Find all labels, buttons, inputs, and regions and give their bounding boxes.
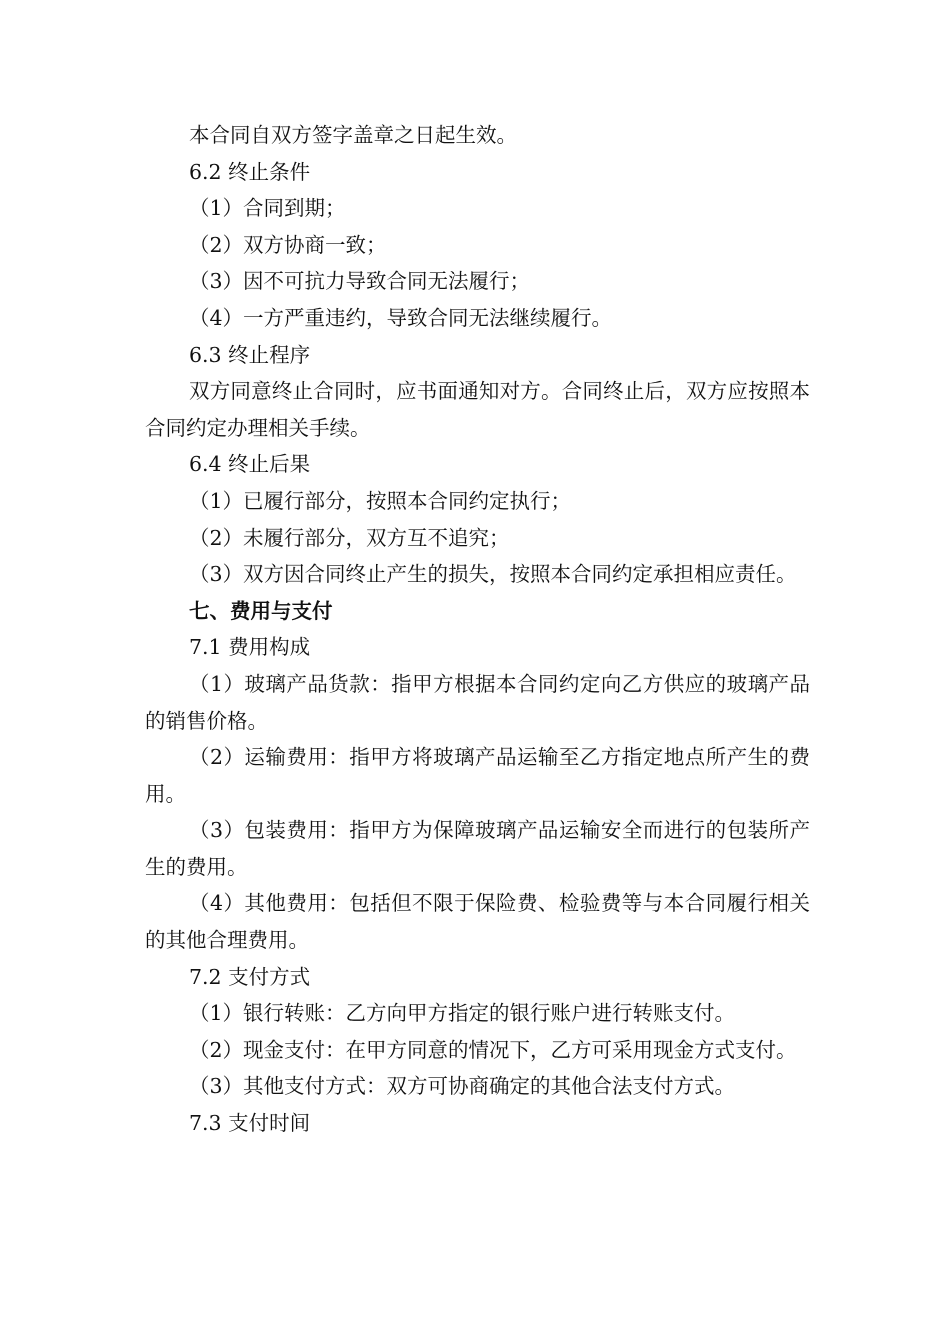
section-heading-6-4: 6.4 终止后果	[189, 452, 311, 477]
list-item: （3）包装费用：指甲方为保障玻璃产品运输安全而进行的包装所产生的费用。	[145, 818, 810, 879]
list-item: （1）银行转账：乙方向甲方指定的银行账户进行转账支付。	[189, 1001, 736, 1026]
chapter-heading-7: 七、费用与支付	[189, 598, 333, 623]
section-heading-6-3: 6.3 终止程序	[189, 342, 311, 367]
section-heading-7-3: 7.3 支付时间	[189, 1111, 311, 1136]
list-item: （1）玻璃产品货款：指甲方根据本合同约定向乙方供应的玻璃产品的销售价格。	[145, 671, 810, 733]
section-heading-6-2: 6.2 终止条件	[189, 159, 311, 184]
section-heading-7-2: 7.2 支付方式	[189, 964, 311, 989]
paragraph-effective-date: 本合同自双方签字盖章之日起生效。	[189, 123, 517, 147]
section-heading-7-1: 7.1 费用构成	[189, 635, 311, 660]
list-item: （3）因不可抗力导致合同无法履行；	[189, 269, 531, 294]
list-item: （1）合同到期；	[189, 196, 346, 221]
list-item: （1）已履行部分，按照本合同约定执行；	[189, 488, 572, 513]
list-item: （3）其他支付方式：双方可协商确定的其他合法支付方式。	[189, 1074, 736, 1099]
list-item: （2）双方协商一致；	[189, 232, 387, 257]
list-item: （2）现金支付：在甲方同意的情况下，乙方可采用现金方式支付。	[189, 1037, 797, 1062]
document-body	[145, 117, 810, 1142]
list-item: （4）一方严重违约，导致合同无法继续履行。	[189, 305, 613, 330]
list-item: （2）未履行部分，双方互不追究；	[189, 525, 510, 550]
list-item: （2）运输费用：指甲方将玻璃产品运输至乙方指定地点所产生的费用。	[145, 745, 810, 806]
list-item: （4）其他费用：包括但不限于保险费、检验费等与本合同履行相关的其他合理费用。	[145, 891, 810, 953]
list-item: （3）双方因合同终止产生的损失，按照本合同约定承担相应责任。	[189, 562, 797, 587]
paragraph-termination-procedure: 双方同意终止合同时，应书面通知对方。合同终止后，双方应按照本合同约定办理相关手续。	[145, 379, 810, 440]
